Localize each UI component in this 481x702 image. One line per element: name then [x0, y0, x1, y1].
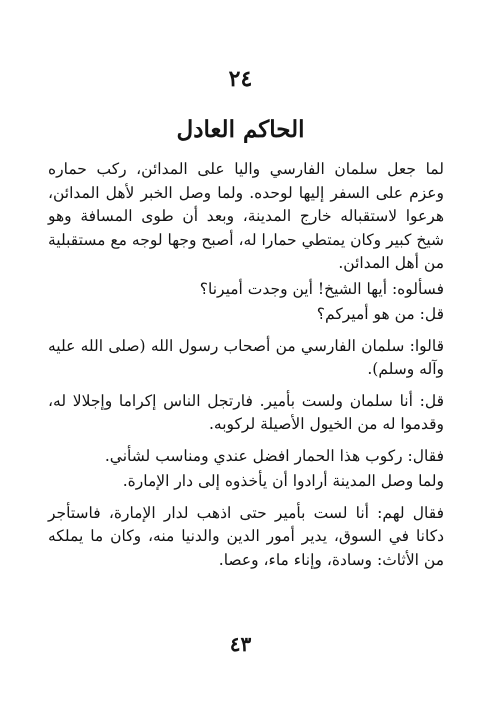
paragraph-reply-who: قل: من هو أميركم؟: [316, 305, 444, 323]
paragraph-arrival: ولما وصل المدينة أرادوا أن يأخذوه إلى دار الإمارة.: [122, 472, 444, 490]
paragraph-donkey: فقال: ركوب هذا الحمار افضل عندي ومناسب لشأني.: [104, 446, 444, 465]
paragraph-not-amir: قل: أنا سلمان ولست بأمير. فارتجل الناس إكراما وإجلالا له، وقدموا له من الخيول الأصيلة لركوبه.: [48, 391, 444, 433]
paragraph-question: فسألوه: أيها الشيخ! أين وجدت أميرنا؟: [199, 279, 444, 298]
paragraph-shop: فقال لهم: أنا لست بأمير حتى اذهب لدار الإمارة، فاستأجر دكانا في السوق، يدير أمور الدين والدنيا منه، وكان ما يملكه من الأثاث: وسادة، وإناء ماء، وعصا.: [48, 503, 444, 569]
page-body: [48, 158, 444, 572]
page-footer-number: ٤٣: [229, 632, 252, 656]
paragraph-intro: لما جعل سلمان الفارسي واليا على المدائن، ركب حماره وعزم على السفر إليها لوحده. ولما وصل الخبر لأهل المدائن، هرعوا لاستقباله خارج المدينة، وبعد أن طوى المسافة وهو شيخ كبير وكان يمتطي حمارا له، أصبح وجها لوجه مع مستقبلية من أهل المدائن.: [48, 160, 444, 272]
chapter-title: الحاكم العادل: [176, 116, 305, 143]
chapter-number: ٢٤: [228, 66, 253, 92]
paragraph-answer-salman: قالوا: سلمان الفارسي من أصحاب رسول الله (صلى الله عليه وآله وسلم).: [48, 336, 444, 378]
